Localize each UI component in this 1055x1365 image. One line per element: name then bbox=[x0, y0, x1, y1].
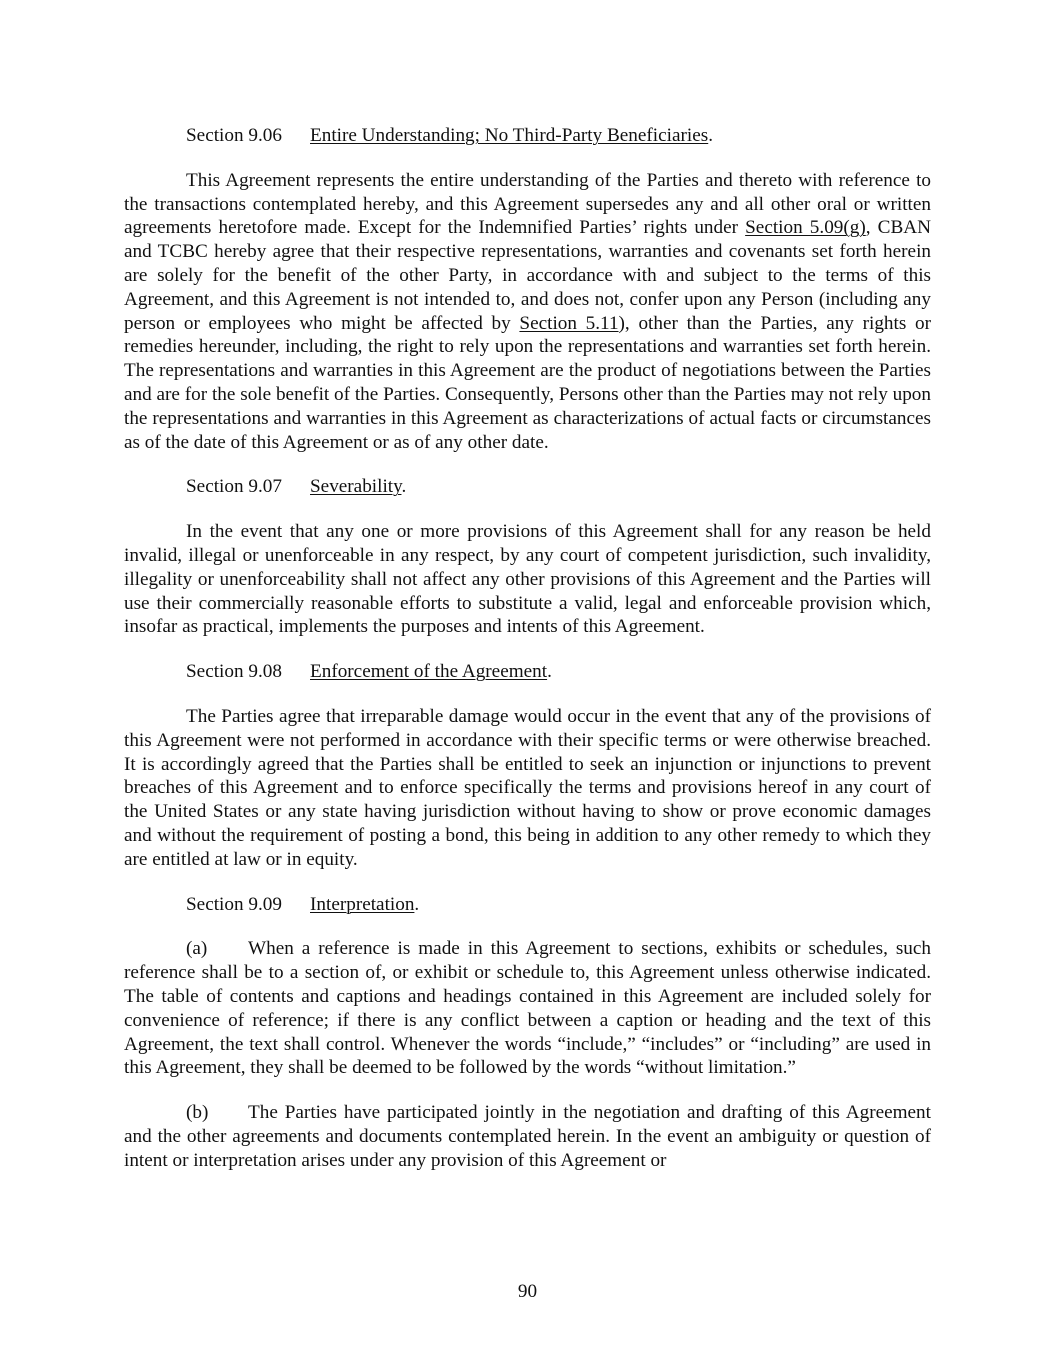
section-9-07-paragraph: In the event that any one or more provisions of this Agreement shall for any reason be held invalid, illegal or unenforceable in any respect, by any court of competent jurisdiction, such invalidity, illegality or unenforceability shall not affect any other provisions of this Agreement and the Parties will use their commercially reasonable efforts to substitute a valid, legal and enforceable provision which, insofar as practical, implements the purposes and intents of this Agreement. bbox=[124, 521, 931, 638]
section-title: Interpretation bbox=[310, 893, 415, 915]
section-heading-9-08 bbox=[124, 660, 931, 684]
section-number: Section 9.08 bbox=[186, 661, 282, 683]
cross-reference-section-5-09g: Section 5.09(g) bbox=[745, 217, 866, 239]
section-heading-9-07 bbox=[124, 475, 931, 499]
section-9-09-paragraph-b bbox=[124, 1101, 931, 1172]
section-number: Section 9.06 bbox=[186, 125, 282, 146]
heading-punctuation: . bbox=[401, 476, 407, 498]
section-heading-9-06 bbox=[124, 124, 931, 148]
paragraph-text: ), other than the Parties, any rights or remedies hereunder, including, the right to rely upon the representations and warranties set forth herein. The representations and warranties in this Agreement are the product of negotiations between the Parties and are for the sole benefit of the Parties. Consequently, Persons other than the Parties may not rely upon the representations and warranties in this Agreement as characterizations of actual facts or circumstances as of the date of this Agreement or as of any other date. bbox=[124, 312, 932, 453]
paragraph-text: When a reference is made in this Agreement to sections, exhibits or schedules, such reference shall be to a section of, or exhibit or schedule to, this Agreement unless otherwise indicated. The table of contents and captions and headings contained in this Agreement are included solely for convenience of reference; if there is any conflict between a caption or heading and the text of this Agreement, the text shall control. Whenever the words “include,” “includes” or “including” are used in this Agreement, they shall be deemed to be followed by the words “without limitation.” bbox=[124, 938, 931, 1079]
page-number: 90 bbox=[517, 1281, 538, 1302]
heading-punctuation: . bbox=[708, 125, 714, 146]
section-number: Section 9.09 bbox=[186, 893, 282, 915]
section-title: Severability bbox=[310, 476, 402, 498]
section-9-06-paragraph bbox=[124, 169, 931, 455]
section-heading-9-09 bbox=[124, 893, 931, 917]
cross-reference-section-5-11: Section 5.11 bbox=[519, 312, 619, 334]
section-title: Entire Understanding; No Third-Party Beneficiaries bbox=[310, 125, 709, 146]
heading-punctuation: . bbox=[414, 893, 420, 915]
heading-punctuation: . bbox=[547, 661, 552, 683]
paragraph-text: , CBAN and TCBC hereby agree that their respective representations, warranties and covenants set forth herein are solely for the benefit of the other Party, in accordance with and subject to the terms of this Agreement, and this Agreement is not intended to, and does not, confer upon any Person (including any person or employees who might be affected by bbox=[124, 217, 931, 334]
section-number: Section 9.07 bbox=[186, 476, 282, 498]
section-title: Enforcement of the Agreement bbox=[310, 661, 548, 683]
section-9-09-paragraph-a bbox=[124, 937, 931, 1080]
paragraph-text: This Agreement represents the entire understanding of the Parties and thereto with reference to the transactions contemplated hereby, and this Agreement supersedes any and all other oral or written agreements heretofore made. Except for the Indemnified Parties’ rights under bbox=[124, 169, 931, 239]
subsection-label: (b) bbox=[186, 1102, 209, 1124]
paragraph-text: The Parties have participated jointly in the negotiation and drafting of this Agreement and the other agreements and documents contemplated herein. In the event an ambiguity or question of intent or interpretation arises under any provision of this Agreement or bbox=[124, 1102, 931, 1171]
document-page bbox=[124, 124, 931, 1193]
section-9-08-paragraph: The Parties agree that irreparable damage would occur in the event that any of the provisions of this Agreement were not performed in accordance with their specific terms or were otherwise breached. It is accordingly agreed that the Parties shall be entitled to seek an injunction or injunctions to prevent breaches of this Agreement and to enforce specifically the terms and provisions hereof in any court of the United States or any state having jurisdiction without having to show or prove economic damages and without the requirement of posting a bond, this being in addition to any other remedy to which they are entitled at law or in equity. bbox=[124, 705, 931, 870]
subsection-label: (a) bbox=[186, 938, 208, 960]
